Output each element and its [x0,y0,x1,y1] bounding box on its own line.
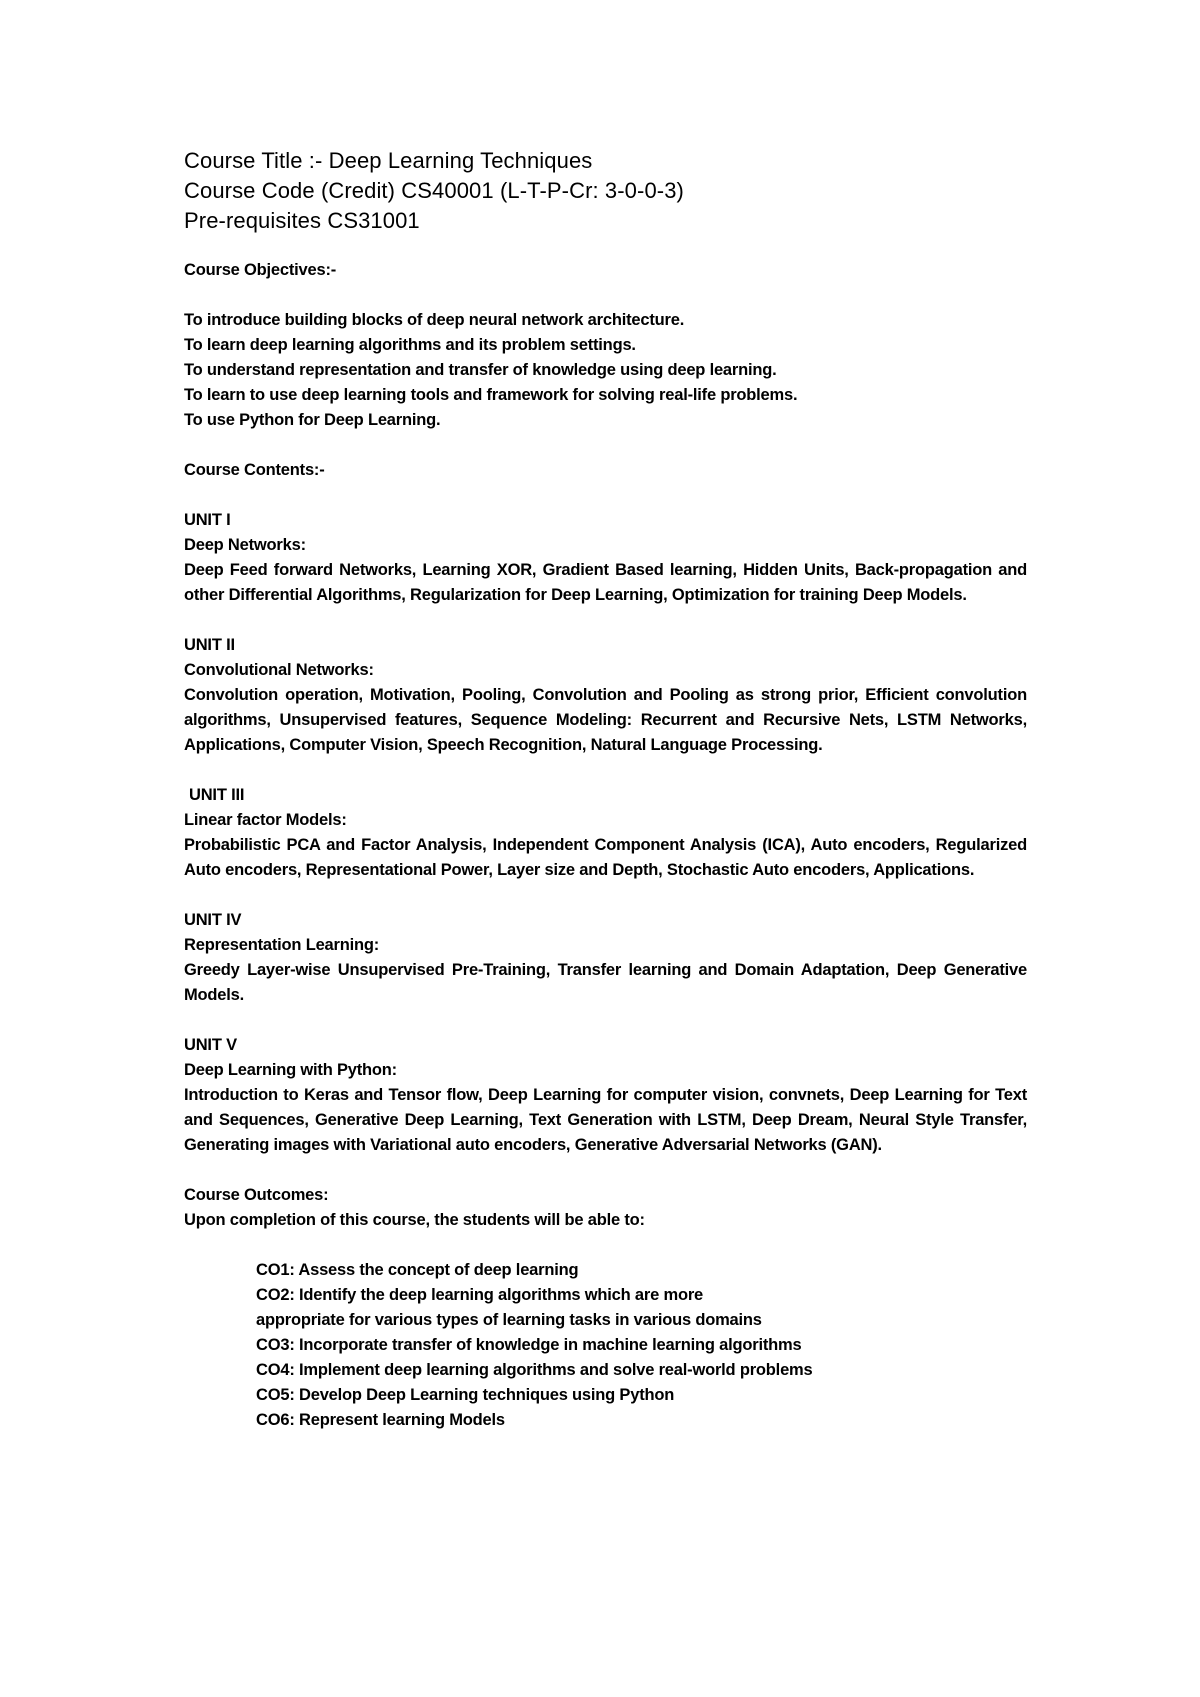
unit-label: UNIT IV [184,911,242,929]
outcome-item: CO2: Identify the deep learning algorithms which are more [256,1286,704,1304]
unit-description: Convolution operation, Motivation, Pooling, Convolution and Pooling as strong prior, Efficient convolution algorithms, Unsupervised features, Sequence Modeling: Recurrent and Recursive Nets, LSTM Networks, Applications, Computer Vision, Speech Recognition, Natural Language Processing. [184,686,1027,754]
unit-block [184,508,1027,608]
unit-block [184,1033,1027,1158]
spacer [184,483,1027,508]
objective-item: To use Python for Deep Learning. [184,411,441,429]
document-content [184,146,1027,1433]
unit-description: Greedy Layer-wise Unsupervised Pre-Training, Transfer learning and Domain Adaptation, Deep Generative Models. [184,961,1027,1004]
outcome-item: CO5: Develop Deep Learning techniques using Python [256,1386,675,1404]
outcome-item: CO1: Assess the concept of deep learning [256,1261,579,1279]
spacer [184,1158,1027,1183]
unit-label: UNIT I [184,511,231,529]
prerequisites: Pre-requisites CS31001 [184,208,420,233]
outcomes-intro: Upon completion of this course, the students will be able to: [184,1211,645,1229]
outcome-item: CO6: Represent learning Models [256,1411,505,1429]
objective-item: To learn deep learning algorithms and its problem settings. [184,336,636,354]
spacer [184,283,1027,308]
unit-description: Deep Feed forward Networks, Learning XOR, Gradient Based learning, Hidden Units, Back-propagation and other Differential Algorithms, Regularization for Deep Learning, Optimization for training Deep Models. [184,561,1027,604]
objective-item: To introduce building blocks of deep neural network architecture. [184,311,685,329]
unit-label: UNIT II [184,636,235,654]
unit-title: Deep Learning with Python: [184,1061,397,1079]
unit-label: UNIT V [184,1036,237,1054]
outcomes-heading: Course Outcomes: [184,1186,329,1204]
objectives-heading: Course Objectives:- [184,261,337,279]
objectives-section [184,258,1027,1433]
objectives-list [184,308,1027,433]
outcome-item: CO4: Implement deep learning algorithms and solve real-world problems [256,1361,813,1379]
outcome-item: CO3: Incorporate transfer of knowledge in machine learning algorithms [256,1336,802,1354]
unit-block [184,633,1027,758]
unit-title: Convolutional Networks: [184,661,374,679]
objective-item: To learn to use deep learning tools and framework for solving real-life problems. [184,386,798,404]
unit-title: Representation Learning: [184,936,380,954]
unit-block [184,908,1027,1008]
spacer [184,758,1027,783]
outcome-item: appropriate for various types of learning tasks in various domains [256,1311,762,1329]
spacer [184,1233,1027,1258]
spacer [184,236,1027,258]
course-code: Course Code (Credit) CS40001 (L-T-P-Cr: 3-0-0-3) [184,178,684,203]
outcomes-list [184,1258,1027,1433]
unit-title: Deep Networks: [184,536,306,554]
unit-title: Linear factor Models: [184,811,347,829]
objective-item: To understand representation and transfer of knowledge using deep learning. [184,361,777,379]
unit-description: Introduction to Keras and Tensor flow, Deep Learning for computer vision, convnets, Deep Learning for Text and Sequences, Generative Deep Learning, Text Generation with LSTM, Deep Dream, Neural Style Transfer, Generating images with Variational auto encoders, Generative Adversarial Networks (GAN). [184,1086,1027,1154]
spacer [184,433,1027,458]
spacer [184,1008,1027,1033]
course-title: Course Title :- Deep Learning Techniques [184,148,593,173]
spacer [184,608,1027,633]
unit-label: UNIT III [189,786,245,804]
unit-block [184,783,1027,883]
spacer [184,883,1027,908]
contents-heading: Course Contents:- [184,461,325,479]
unit-description: Probabilistic PCA and Factor Analysis, Independent Component Analysis (ICA), Auto encoders, Regularized Auto encoders, Representational Power, Layer size and Depth, Stochastic Auto encoders, Applications. [184,836,1027,879]
